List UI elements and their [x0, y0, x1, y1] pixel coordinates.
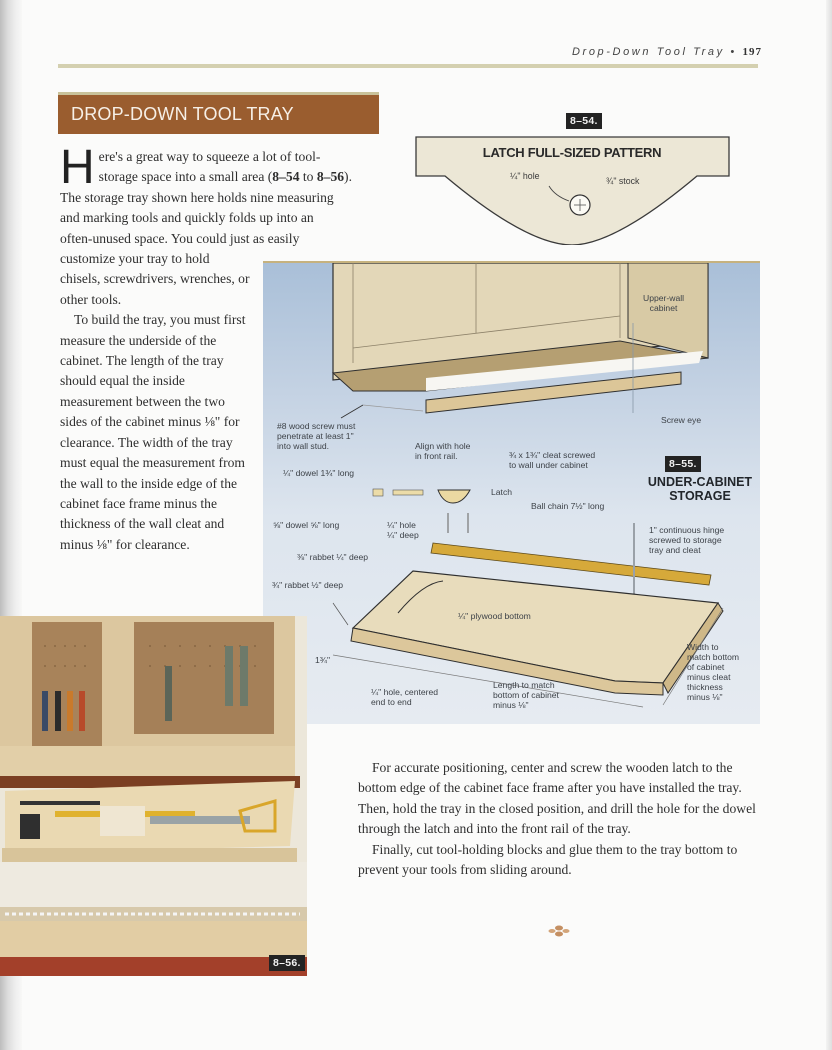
- label-dowel-short: ⅝" dowel ⅝" long: [273, 520, 340, 530]
- label-upper-cabinet: Upper-wall cabinet: [643, 293, 685, 313]
- label-hole-centered: ¼" hole, centered end to end: [371, 687, 439, 707]
- page-edge: [826, 0, 832, 1050]
- page-number: 197: [742, 46, 762, 58]
- label-hole-deep: ¼" hole ¼" deep: [387, 520, 419, 540]
- label-width: Width to match bottom of cabinet minus cleat thickness minus ⅛": [687, 642, 740, 702]
- label-hinge: 1" continuous hinge screwed to storage tray and cleat: [649, 525, 725, 555]
- intro-paragraph: [60, 141, 390, 249]
- intro-text-1: ere's a great way to squeeze a lot of tool-: [98, 149, 321, 164]
- label-latch: Latch: [491, 487, 513, 497]
- label-plywood: ¼" plywood bottom: [458, 611, 531, 621]
- running-head: [470, 46, 762, 58]
- section-title: DROP-DOWN TOOL TRAY: [71, 104, 294, 124]
- under-cabinet-title: UNDER-CABINET STORAGE: [647, 475, 753, 503]
- intro-text-3: to: [299, 169, 317, 185]
- running-head-bullet: •: [730, 46, 737, 58]
- paragraph-measure: To build the tray, you must first measure the underside of the cabinet. The length of the tray should equal the inside measurement between the two sides of the cabinet minus ⅛" for clearance. The width of the tray must equal the measurement from the wall to the inside edge of the cabinet face frame minus the thickness of the wall cleat and minus ⅛" for clearance.: [60, 312, 246, 552]
- dowel-short: [373, 489, 383, 496]
- label-screw-eye: Screw eye: [661, 415, 702, 425]
- intro-text-2: storage space into a small area (: [98, 169, 273, 185]
- latch-piece: [438, 490, 470, 503]
- under-cabinet-storage-diagram: [263, 261, 760, 724]
- label-cleat: ¾ x 1¾" cleat screwed to wall under cabinet: [509, 450, 596, 470]
- label-rabbet-34: ¾" rabbet ½" deep: [272, 580, 344, 590]
- label-hole: ¼" hole: [510, 171, 540, 181]
- running-head-section: Drop-Down Tool Tray: [572, 46, 725, 58]
- tool-tray-photo: [0, 616, 307, 976]
- label-ball-chain: Ball chain 7½" long: [531, 501, 605, 511]
- intro-text-4: ).: [344, 169, 352, 185]
- header-rule: [58, 64, 758, 68]
- decorative-ornament-icon: [548, 924, 570, 938]
- label-dowel-long: ¼" dowel 1¾" long: [283, 468, 355, 478]
- label-height: 1¾": [315, 655, 330, 665]
- paragraph-finally: Finally, cut tool-holding blocks and glue them to the tray bottom to prevent your tools from sliding around.: [358, 841, 738, 878]
- label-stock: ¾" stock: [606, 176, 640, 186]
- label-align: Align with hole in front rail.: [415, 441, 471, 461]
- latch-pattern-title: LATCH FULL-SIZED PATTERN: [482, 145, 662, 160]
- section-title-bar: [58, 92, 379, 134]
- label-wood-screw: #8 wood screw must penetrate at least 1" into wall stud.: [277, 421, 356, 451]
- intro-text-wide: The storage tray shown here holds nine measuring and marking tools and quickly folds up into an often-unused space. You could just as easily: [60, 189, 334, 246]
- right-column-text: [358, 758, 758, 880]
- figure-label-854: 8–54.: [566, 113, 602, 129]
- figure-label-856: 8–56.: [269, 955, 305, 971]
- figure-ref-856: 8–56: [316, 169, 345, 185]
- label-rabbet-38: ⅜" rabbet ¼" deep: [297, 552, 369, 562]
- dowel: [393, 490, 423, 495]
- photo-illustration: [0, 616, 307, 976]
- drop-cap: H: [60, 141, 95, 194]
- intro-text-narrow: customize your tray to hold chisels, screwdrivers, wrenches, or other tools.: [60, 251, 250, 307]
- figure-ref-854: 8–54: [272, 169, 300, 185]
- paragraph-positioning: For accurate positioning, center and screw the wooden latch to the bottom edge of the cabinet face frame after you have installed the tray. Then, hold the tray in the closed position, and drill the hole for the dowel through the latch and into the front rail of the tray.: [358, 760, 756, 837]
- label-length: Length to match bottom of cabinet minus ⅛": [493, 680, 559, 710]
- figure-label-855: 8–55.: [665, 456, 701, 472]
